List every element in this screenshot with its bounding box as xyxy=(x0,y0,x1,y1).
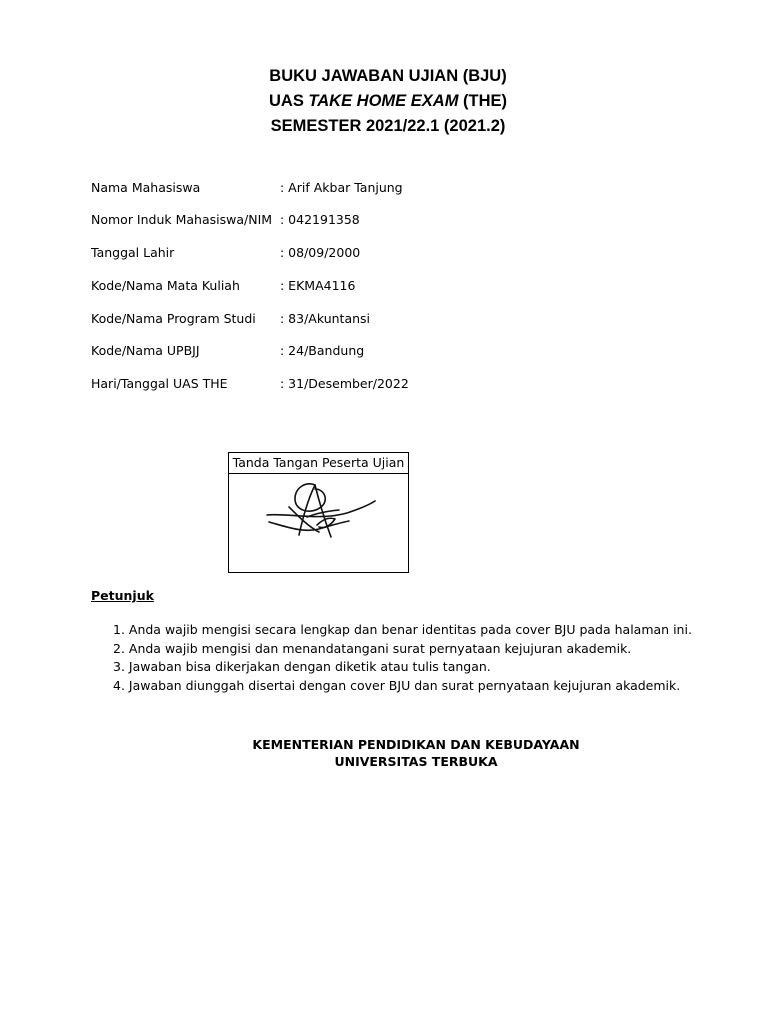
identity-value: : 31/Desember/2022 xyxy=(280,376,409,391)
identity-value: : 83/Akuntansi xyxy=(280,311,371,326)
list-item: 4. Jawaban diunggah disertai dengan cover BJU dan surat pernyataan kejujuran akademik. xyxy=(113,677,681,693)
list-item: 3. Jawaban bisa dikerjakan dengan diketik atau tulis tangan. xyxy=(113,659,491,674)
signature-image xyxy=(259,477,379,547)
list-item: 2. Anda wajib mengisi dan menandatangani surat pernyataan kejujuran akademik. xyxy=(113,640,632,656)
footer-university: UNIVERSITAS TERBUKA xyxy=(334,754,498,769)
identity-label: Kode/Nama Program Studi xyxy=(91,311,256,326)
identity-label: Hari/Tanggal UAS THE xyxy=(91,376,228,391)
doc-title: BUKU JAWABAN UJIAN (BJU) xyxy=(269,67,507,85)
identity-value: : 24/Bandung xyxy=(280,343,365,358)
identity-value: : 042191358 xyxy=(280,212,360,227)
subtitle-prefix: UAS xyxy=(268,92,309,110)
identity-label: Kode/Nama UPBJJ xyxy=(91,343,200,358)
instructions-title: Petunjuk xyxy=(91,588,154,603)
subtitle-italic: TAKE HOME EXAM xyxy=(308,92,459,110)
identity-value: : EKMA4116 xyxy=(280,278,356,293)
subtitle-suffix: (THE) xyxy=(458,92,508,110)
list-item: 1. Anda wajib mengisi secara lengkap dan benar identitas pada cover BJU pada halaman ini. xyxy=(113,622,692,637)
signature-box xyxy=(228,452,409,573)
identity-value: : Arif Akbar Tanjung xyxy=(280,180,403,195)
instructions-list xyxy=(113,621,692,695)
identity-label: Tanggal Lahir xyxy=(91,245,175,260)
doc-subtitle xyxy=(0,89,768,113)
identity-value: : 08/09/2000 xyxy=(280,245,361,260)
identity-label: Nomor Induk Mahasiswa/NIM xyxy=(91,212,273,227)
doc-semester: SEMESTER 2021/22.1 (2021.2) xyxy=(270,117,506,135)
footer-ministry: KEMENTERIAN PENDIDIKAN DAN KEBUDAYAAN xyxy=(252,737,580,752)
signature-label: Tanda Tangan Peserta Ujian xyxy=(229,453,408,474)
identity-label: Kode/Nama Mata Kuliah xyxy=(91,278,240,293)
identity-label: Nama Mahasiswa xyxy=(91,180,201,195)
